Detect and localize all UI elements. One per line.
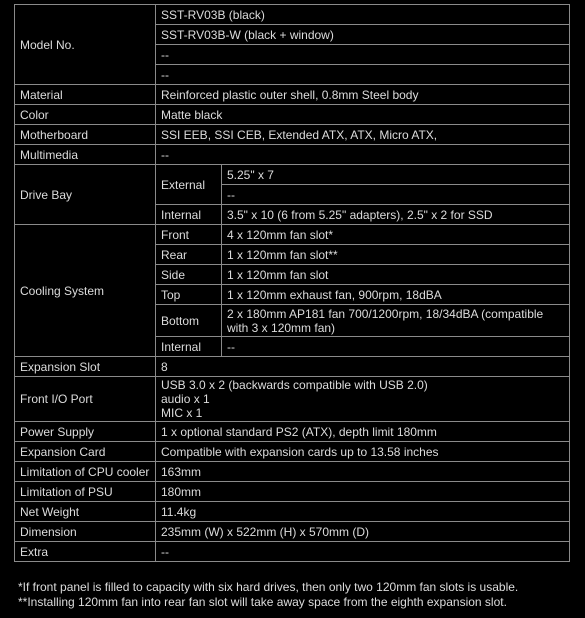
net-weight-value: 11.4kg <box>156 502 570 522</box>
drive-bay-external-value: 5.25" x 7 <box>222 165 570 185</box>
material-value: Reinforced plastic outer shell, 0.8mm Steel body <box>156 85 570 105</box>
table-row-multimedia <box>15 145 570 165</box>
color-value: Matte black <box>156 105 570 125</box>
model-value: -- <box>156 45 570 65</box>
model-label: Model No. <box>15 5 156 85</box>
table-row-power-supply <box>15 422 570 442</box>
power-supply-value: 1 x optional standard PS2 (ATX), depth limit 180mm <box>156 422 570 442</box>
drive-bay-internal-label: Internal <box>156 205 222 225</box>
material-label: Material <box>15 85 156 105</box>
power-supply-label: Power Supply <box>15 422 156 442</box>
expansion-card-value: Compatible with expansion cards up to 13.58 inches <box>156 442 570 462</box>
footnote-front-panel: *If front panel is filled to capacity with six hard drives, then only two 120mm fan slots is usable. <box>18 580 519 594</box>
net-weight-label: Net Weight <box>15 502 156 522</box>
color-label: Color <box>15 105 156 125</box>
motherboard-label: Motherboard <box>15 125 156 145</box>
front-io-line: MIC x 1 <box>161 406 203 420</box>
front-io-line: USB 3.0 x 2 (backwards compatible with USB 2.0) <box>161 378 428 392</box>
table-row-model <box>15 5 570 25</box>
cooling-item-value: -- <box>222 337 570 357</box>
motherboard-value: SSI EEB, SSI CEB, Extended ATX, ATX, Micro ATX, <box>156 125 570 145</box>
cooling-item-label: Rear <box>156 245 222 265</box>
model-value: SST-RV03B-W (black + window) <box>156 25 570 45</box>
cooling-item-value: 2 x 180mm AP181 fan 700/1200rpm, 18/34dBA (compatible with 3 x 120mm fan) <box>222 305 570 337</box>
table-row-drive-bay <box>15 165 570 185</box>
cpu-cooler-label: Limitation of CPU cooler <box>15 462 156 482</box>
table-row-color <box>15 105 570 125</box>
table-row-expansion-slot <box>15 357 570 377</box>
model-value: -- <box>156 65 570 85</box>
expansion-card-label: Expansion Card <box>15 442 156 462</box>
table-row-psu-limit <box>15 482 570 502</box>
multimedia-value: -- <box>156 145 570 165</box>
dimension-value: 235mm (W) x 522mm (H) x 570mm (D) <box>156 522 570 542</box>
cpu-cooler-value: 163mm <box>156 462 570 482</box>
cooling-item-label: Front <box>156 225 222 245</box>
psu-limit-label: Limitation of PSU <box>15 482 156 502</box>
spec-table <box>14 4 570 562</box>
table-row-motherboard <box>15 125 570 145</box>
footnote-rear-fan: **Installing 120mm fan into rear fan slot will take away space from the eighth expansion slot. <box>18 595 507 609</box>
model-value: SST-RV03B (black) <box>156 5 570 25</box>
cooling-item-label: Side <box>156 265 222 285</box>
drive-bay-label: Drive Bay <box>15 165 156 225</box>
table-row-expansion-card <box>15 442 570 462</box>
psu-limit-value: 180mm <box>156 482 570 502</box>
front-io-label: Front I/O Port <box>15 377 156 422</box>
drive-bay-external-value: -- <box>222 185 570 205</box>
drive-bay-internal-value: 3.5" x 10 (6 from 5.25" adapters), 2.5" x 2 for SSD <box>222 205 570 225</box>
table-row-extra <box>15 542 570 562</box>
cooling-item-value: 1 x 120mm fan slot <box>222 265 570 285</box>
cooling-item-value: 4 x 120mm fan slot* <box>222 225 570 245</box>
extra-label: Extra <box>15 542 156 562</box>
cooling-item-value: 1 x 120mm fan slot** <box>222 245 570 265</box>
table-row-net-weight <box>15 502 570 522</box>
footnotes <box>18 580 518 610</box>
table-row-front-io <box>15 377 570 422</box>
table-row-cooling <box>15 225 570 245</box>
expansion-slot-value: 8 <box>156 357 570 377</box>
cooling-item-label: Top <box>156 285 222 305</box>
cooling-label: Cooling System <box>15 225 156 357</box>
extra-value: -- <box>156 542 570 562</box>
table-row-material <box>15 85 570 105</box>
multimedia-label: Multimedia <box>15 145 156 165</box>
table-row-cpu-cooler <box>15 462 570 482</box>
front-io-value <box>156 377 570 422</box>
cooling-item-label: Bottom <box>156 305 222 337</box>
dimension-label: Dimension <box>15 522 156 542</box>
expansion-slot-label: Expansion Slot <box>15 357 156 377</box>
drive-bay-external-label: External <box>156 165 222 205</box>
table-row-dimension <box>15 522 570 542</box>
front-io-line: audio x 1 <box>161 392 210 406</box>
cooling-item-label: Internal <box>156 337 222 357</box>
cooling-item-value: 1 x 120mm exhaust fan, 900rpm, 18dBA <box>222 285 570 305</box>
